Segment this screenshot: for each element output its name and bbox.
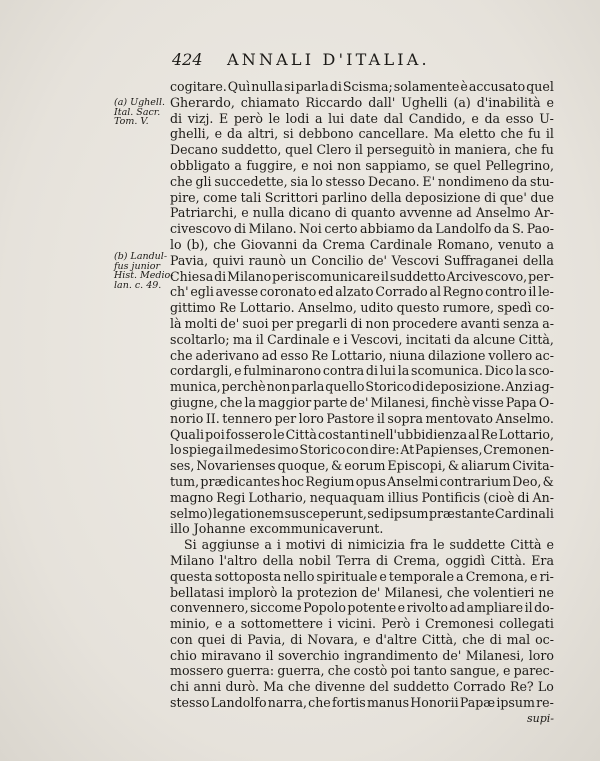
text-line: là molti de' suoi per pregarli di non procedere avanti senza a- bbox=[170, 315, 554, 331]
text-line: chi anni durò. Ma che divenne del suddetto Corrado Re? Lo bbox=[170, 679, 554, 695]
text-line: magno Regi Lothario, nequaquam illius Pontificis (cioè di An- bbox=[170, 489, 554, 505]
text-line: pire, come tali Scrittori parlino della deposizione di que' due bbox=[170, 189, 554, 205]
note-line: Ital. Sacr. bbox=[114, 106, 161, 118]
text-line: bellatasi implorò la protezion de' Milanesi, che volentieri ne bbox=[170, 584, 554, 600]
text-line: stesso Landolfo narra, che fortis manus Honorii Papæ ipsum re- bbox=[170, 695, 554, 711]
text-line: con quei di Pavia, di Novara, e d'altre Città, che di mal oc- bbox=[170, 631, 554, 647]
text-line: Pavia, quivi raunò un Concilio de' Vescovi Suffraganei della bbox=[170, 252, 554, 268]
running-head: ANNALI D'ITALIA. bbox=[227, 50, 430, 69]
text-line: mossero guerra: guerra, che costò poi tanto sangue, e parec- bbox=[170, 663, 554, 679]
text-line: questa sottoposta nello spirituale e temporale a Cremona, e ri- bbox=[170, 568, 554, 584]
text-line: ch' egli avesse coronato ed alzato Corrado al Regno contro il le- bbox=[170, 284, 554, 300]
text-line: civescovo di Milano. Noi certo abbiamo da Landolfo da S. Pao- bbox=[170, 221, 554, 237]
text-line: munica, perchè non parla quello Storico di deposizione. Anzi ag- bbox=[170, 379, 554, 395]
note-line: (b) Landul- bbox=[114, 251, 168, 262]
text-line: Chiesa di Milano per iscomunicare il suddetto Arcivescovo, per- bbox=[170, 268, 554, 284]
text-line: giugne, che la maggior parte de' Milanesi, finchè visse Papa O- bbox=[170, 394, 554, 410]
text-line: lo spiega il medesimo Storico con dire: At Papienses, Cremonen- bbox=[170, 442, 554, 458]
page-number: 424 bbox=[172, 50, 203, 69]
text-line: convennero, siccome Popolo potente e rivolto ad ampliare il do- bbox=[170, 600, 554, 616]
text-line: Patriarchi, e nulla dicano di quanto avvenne ad Anselmo Ar- bbox=[170, 205, 554, 221]
text-line: che aderivano ad esso Re Lottario, niuna dilazione vollero ac- bbox=[170, 347, 554, 363]
text-line: chio miravano il soverchio ingrandimento de' Milanesi, loro bbox=[170, 647, 554, 663]
text-line: cordargli, e fulminarono contra di lui la scomunica. Dico la sco- bbox=[170, 363, 554, 379]
text-line: ses, Novarienses quoque, & eorum Episcopi, & aliarum Civita- bbox=[170, 458, 554, 474]
text-line: selmo) legationem susceperunt, sed ipsum præstante Cardinali bbox=[170, 505, 554, 521]
note-line: Hist. Medio- bbox=[114, 270, 174, 282]
note-line: fus junior bbox=[114, 260, 161, 272]
text-line: gittimo Re Lottario. Anselmo, udito questo rumore, spedì co- bbox=[170, 300, 554, 316]
note-line: Tom. V. bbox=[114, 116, 149, 128]
text-line: norio II. tennero per loro Pastore il sopra mentovato Anselmo. bbox=[170, 410, 554, 426]
text-line: Quali poi fossero le Città costanti nell'ubbidienza al Re Lottario, bbox=[170, 426, 554, 442]
text-line: Gherardo, chiamato Riccardo dall' Ughelli (a) d'inabilità e bbox=[170, 94, 554, 110]
text-line: lo (b), che Giovanni da Crema Cardinale Romano, venuto a bbox=[170, 236, 554, 252]
text-line: cogitare. Quì nulla si parla di Scisma; solamente è accusato quel bbox=[170, 79, 554, 94]
text-line: di vizj. E però le lodi a lui date dal Candido, e da esso U- bbox=[170, 110, 554, 126]
note-line: lan. c. 49. bbox=[114, 279, 162, 291]
text-line: che gli succedette, sia lo stesso Decano. E' nondimeno da stu- bbox=[170, 173, 554, 189]
text-line: Si aggiunse a i motivi di nimicizia fra le suddette Città e bbox=[184, 537, 554, 553]
text-line: Decano suddetto, quel Clero il perseguitò in maniera, che fu bbox=[170, 142, 554, 158]
margin-note-landulfus bbox=[114, 252, 173, 290]
catchword: supi- bbox=[526, 711, 554, 725]
text-line: minio, e a sottomettere i vicini. Però i Cremonesi collegati bbox=[170, 616, 554, 632]
body-text bbox=[170, 79, 554, 727]
text-line: Milano l'altro della nobil Terra di Crema, oggidì Città. Era bbox=[170, 552, 554, 568]
note-line: (a) Ughell. bbox=[114, 97, 166, 108]
text-line: illo Johanne excommunicaverunt. bbox=[170, 521, 384, 537]
text-line: ghelli, e da altri, si debbono cancellare. Ma eletto che fu il bbox=[170, 126, 554, 142]
margin-note-ughelli bbox=[114, 98, 165, 127]
text-line: tum, prædicantes hoc Regium opus Anselmi contrarium Deo, & bbox=[170, 473, 554, 489]
text-line: scoltarlo; ma il Cardinale e i Vescovi, incitati da alcune Città, bbox=[170, 331, 554, 347]
page-header bbox=[172, 50, 502, 72]
text-line: obbligato a fuggire, e noi non sappiamo, se quel Pellegrino, bbox=[170, 157, 554, 173]
